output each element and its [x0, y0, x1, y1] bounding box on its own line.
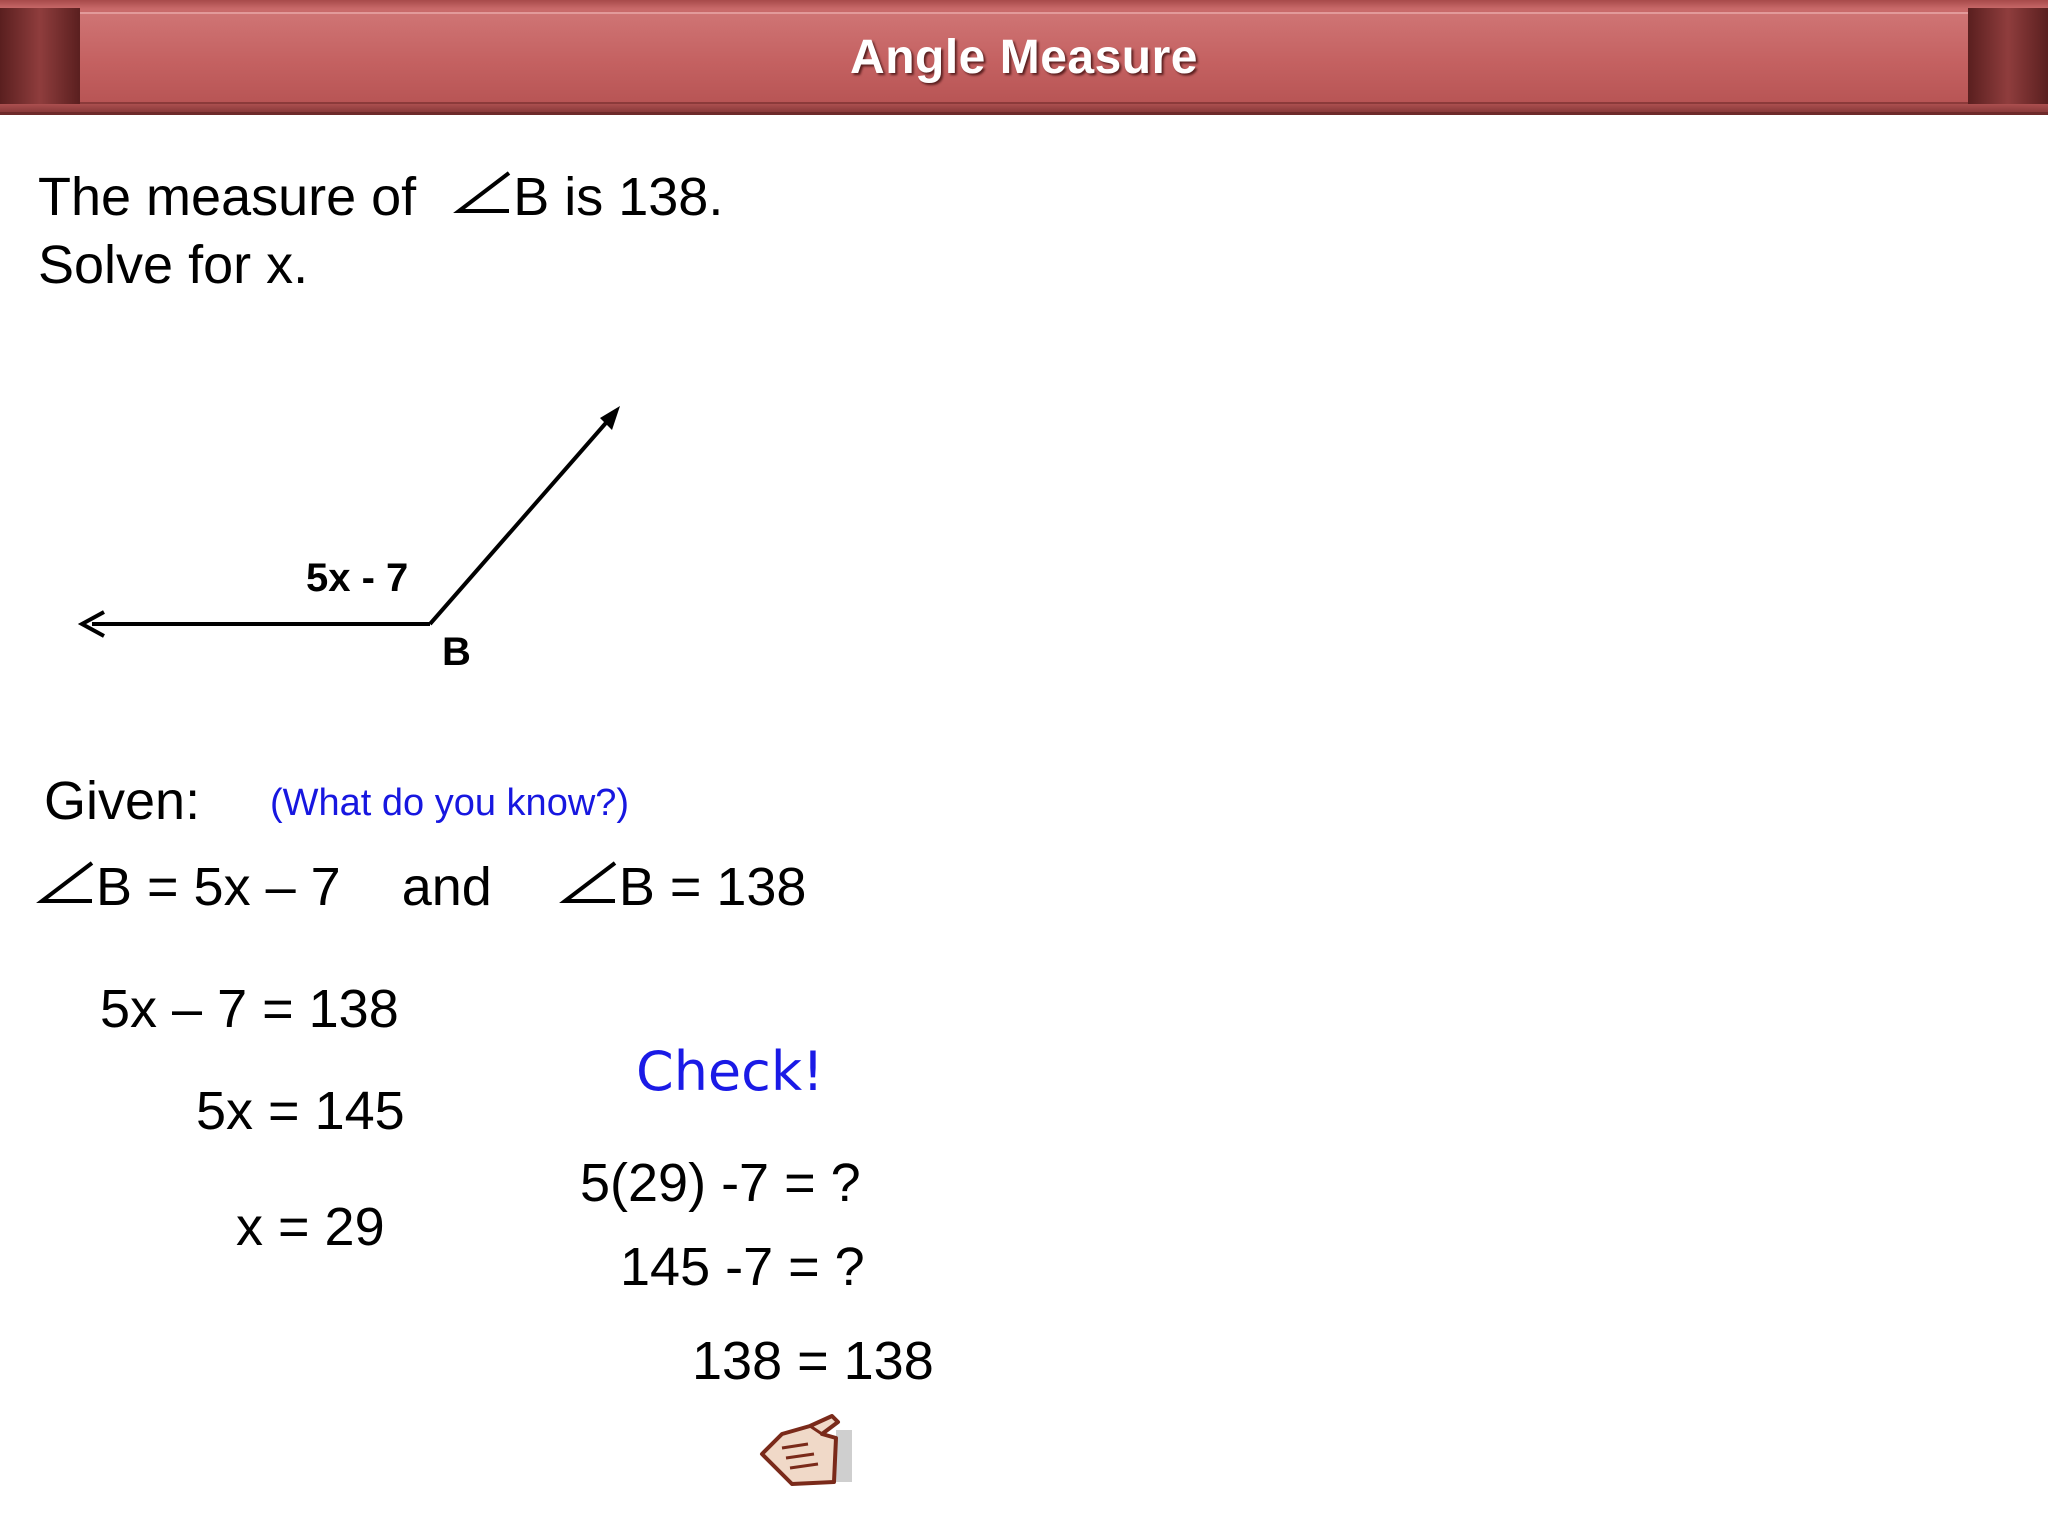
- given-heading: Given:: [44, 771, 201, 831]
- vertex-label: B: [442, 630, 471, 674]
- given-hint: (What do you know?): [270, 782, 630, 824]
- check-step2: 145 -7 = ?: [620, 1237, 865, 1297]
- given-eq2: B = 138: [618, 857, 807, 917]
- page-title: Angle Measure: [850, 31, 1198, 84]
- angle-expression-label: 5x - 7: [306, 556, 409, 600]
- given-connector: and: [401, 857, 492, 917]
- problem-suffix: B is 138.: [513, 167, 724, 227]
- angle-symbol-icon: [561, 861, 617, 905]
- angle-symbol-icon: [38, 861, 94, 905]
- given-eq1: B = 5x – 7: [96, 857, 341, 917]
- check-heading: Check!: [636, 1040, 824, 1103]
- solution-step1: 5x – 7 = 138: [100, 979, 399, 1039]
- diagonal-ray: [430, 416, 612, 624]
- given-equations: [38, 856, 806, 918]
- solution-step2: 5x = 145: [196, 1081, 405, 1141]
- problem-statement-line2: Solve for x.: [38, 235, 309, 295]
- solution-step3: x = 29: [236, 1197, 385, 1257]
- check-step1: 5(29) -7 = ?: [580, 1153, 861, 1213]
- pointing-hand-icon[interactable]: [752, 1404, 862, 1494]
- problem-prefix: The measure of: [38, 167, 417, 227]
- check-step3: 138 = 138: [692, 1331, 934, 1391]
